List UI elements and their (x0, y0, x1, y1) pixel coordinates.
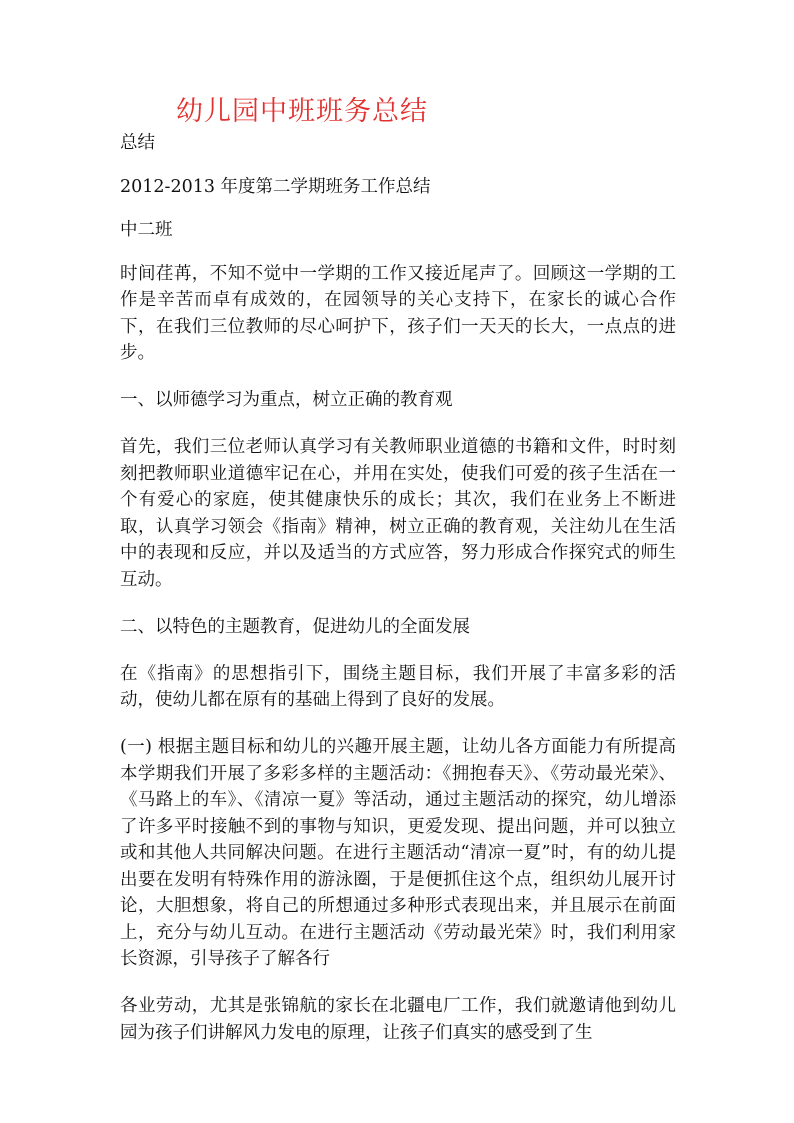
paragraph-theme-activities: (一) 根据主题目标和幼儿的兴趣开展主题，让幼儿各方面能力有所提高 本学期我们开展了多彩多样的主题活动：《拥抱春天》、《劳动最光荣》、《马路上的车》、《清凉一夏》等活动，通过主题活动的探究，幼儿增添了许多平时接触不到的事物与知识，更爱发现、提出问题，并可以独立或和其他人共同解决问题。在进行主题活动“清凉一夏”时，有的幼儿提出要在发明有特殊作用的游泳圈，于是便抓住这个点，组织幼儿展开讨论，大胆想象，将自己的所想通过多种形式表现出来，并且展示在前面上，充分与幼儿互动。在进行主题活动《劳动最光荣》时，我们利用家长资源，引导孩子了解各行 (120, 737, 711, 969)
section-heading-1: 一、以师德学习为重点，树立正确的教育观 (120, 390, 453, 410)
document-body (120, 130, 711, 1067)
paragraph-summary-label: 总结 (120, 133, 155, 153)
paragraph-labor-continued: 各业劳动，尤其是张锦航的家长在北疆电厂工作，我们就邀请他到幼儿园为孩子们讲解风力发电的原理，让孩子们真实的感受到了生 (120, 996, 676, 1043)
paragraph-guide: 在《指南》的思想指引下，围绕主题目标，我们开展了丰富多彩的活动，使幼儿都在原有的基础上得到了良好的发展。 (120, 663, 676, 710)
paragraph-intro: 时间荏苒，不知不觉中一学期的工作又接近尾声了。回顾这一学期的工作是辛苦而卓有成效的，在园领导的关心支持下，在家长的诚心合作下，在我们三位教师的尽心呵护下，孩子们一天天的长大，一点点的进步。 (120, 263, 676, 363)
document-title: 幼儿园中班班务总结 (176, 96, 428, 127)
paragraph-report-heading: 2012-2013 年度第二学期班务工作总结 (120, 176, 431, 197)
paragraph-ethics: 首先，我们三位老师认真学习有关教师职业道德的书籍和文件，时时刻刻把教师职业道德牢记在心，并用在实处，使我们可爱的孩子生活在一个有爱心的家庭，使其健康快乐的成长；其次，我们在业务上不断进取，认真学习领会《指南》精神，树立正确的教育观，关注幼儿在生活中的表现和反应，并以及适当的方式应答，努力形成合作探究式的师生互动。 (120, 437, 676, 590)
paragraph-class-name: 中二班 (120, 220, 173, 240)
section-heading-2: 二、以特色的主题教育，促进幼儿的全面发展 (120, 616, 470, 637)
